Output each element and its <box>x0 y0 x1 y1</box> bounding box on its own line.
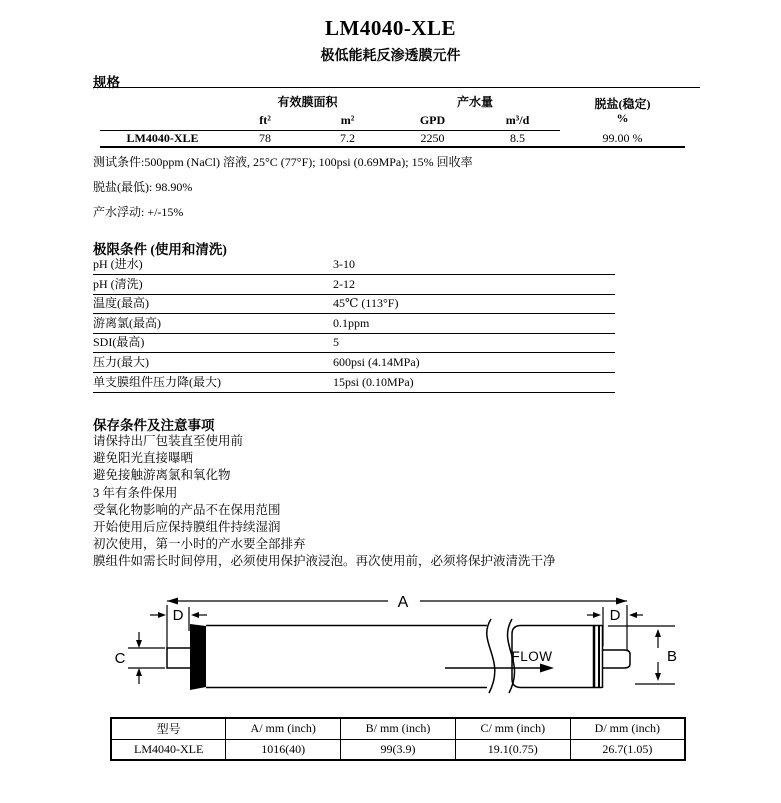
spec-area-ft2: 78 <box>225 130 305 147</box>
limit-label: SDI(最高) <box>93 334 145 349</box>
flow-variation-note: 产水浮动: +/-15% <box>93 205 184 219</box>
dims-header-b: B/ mm (inch) <box>341 718 456 739</box>
limit-value: 600psi (4.14MPa) <box>333 355 420 370</box>
spec-unit-m2: m² <box>305 111 390 130</box>
dims-header-c: C/ mm (inch) <box>455 718 570 739</box>
doc-subtitle: 极低能耗反渗透膜元件 <box>320 49 461 64</box>
dims-c: 19.1(0.75) <box>455 739 570 760</box>
storage-note-line: 避免接触游离氯和氧化物 <box>93 468 231 483</box>
storage-note-line: 3 年有条件保用 <box>93 485 178 500</box>
spec-rejection-line2: % <box>616 111 629 125</box>
dim-c-arrow-bottom <box>136 668 142 676</box>
spec-flow-gpd: 2250 <box>390 130 475 147</box>
dims-header-model: 型号 <box>111 718 226 739</box>
dimensions-data-row <box>111 739 685 760</box>
spec-empty-cell <box>100 92 225 111</box>
limit-label: 单支膜组件压力降(最大) <box>93 374 221 389</box>
limits-table <box>93 256 615 393</box>
limit-label: 压力(最大) <box>93 355 149 370</box>
storage-note-line: 初次使用，第一小时的产水要全部排弃 <box>93 537 306 552</box>
storage-note-line: 请保持出厂包装直至使用前 <box>93 434 244 448</box>
dim-label-d-left: D <box>172 607 184 624</box>
limit-row <box>93 314 615 333</box>
left-stub-pipe <box>167 648 191 668</box>
spec-flow-m3d: 8.5 <box>475 130 560 147</box>
limit-row <box>93 373 615 392</box>
dim-label-c: C <box>114 650 126 667</box>
limit-value: 15psi (0.10MPa) <box>333 374 414 389</box>
spec-rejection-line1: 脱盐(稳定) <box>594 97 651 111</box>
dims-d: 26.7(1.05) <box>570 739 685 760</box>
limit-value: 45℃ (113°F) <box>333 296 399 311</box>
storage-note-line: 开始使用后应保持膜组件持续湿润 <box>93 520 281 535</box>
dim-a-arrow-left <box>167 598 178 605</box>
spec-area-m2: 7.2 <box>305 130 390 147</box>
dim-d-left-outer-arrow <box>158 612 166 618</box>
spec-group-rejection <box>560 92 685 130</box>
spec-rejection-value: 99.00 % <box>560 130 685 147</box>
dimensions-table <box>110 717 686 761</box>
dim-c-arrow-top <box>136 640 142 648</box>
limit-value: 0.1ppm <box>333 315 370 330</box>
dim-d-right-outer-arrow <box>629 612 637 618</box>
spec-unit-gpd: GPD <box>390 111 475 130</box>
flow-arrow-head <box>540 664 554 673</box>
limit-row <box>93 295 615 314</box>
dims-a: 1016(40) <box>226 739 341 760</box>
dims-b: 99(3.9) <box>341 739 456 760</box>
doc-title: LM4040-XLE <box>325 16 456 40</box>
limit-row <box>93 275 615 294</box>
dim-label-b: B <box>666 648 678 665</box>
specs-heading-rule <box>93 87 700 88</box>
spec-model: LM4040-XLE <box>100 130 225 147</box>
storage-heading: 保存条件及注意事项 <box>93 418 215 433</box>
limit-row <box>93 256 615 275</box>
dims-header-a: A/ mm (inch) <box>226 718 341 739</box>
spec-group-flow: 产水量 <box>456 95 493 109</box>
right-stub-pipe <box>603 650 630 668</box>
dim-label-a: A <box>397 594 409 611</box>
storage-note-line: 避免阳光直接曝晒 <box>93 451 194 466</box>
dim-b-arrow-top <box>655 629 661 637</box>
spec-group-area: 有效膜面积 <box>277 95 338 109</box>
left-end-cap <box>190 624 206 690</box>
dim-b-arrow-bottom <box>655 673 661 681</box>
test-conditions-note: 测试条件:500ppm (NaCl) 溶液, 25°C (77°F); 100psi (0.69MPa); 15% 回收率 <box>93 155 473 169</box>
limit-label: pH (进水) <box>93 257 143 272</box>
limit-label: 游离氯(最高) <box>93 315 161 330</box>
limit-value: 2-12 <box>333 276 355 291</box>
dims-header-d: D/ mm (inch) <box>570 718 685 739</box>
limits-heading: 极限条件 (使用和清洗) <box>93 242 227 257</box>
limit-row <box>93 353 615 374</box>
limit-label: pH (清洗) <box>93 276 143 291</box>
element-dimensions-diagram <box>110 588 680 718</box>
limit-value: 3-10 <box>333 257 355 272</box>
dim-label-d-right: D <box>609 607 621 624</box>
spec-group-header-row <box>100 92 685 111</box>
storage-notes <box>93 433 556 571</box>
limit-value: 5 <box>333 334 339 349</box>
break-curve-left <box>487 619 495 693</box>
dimensions-header-row <box>111 718 685 739</box>
dim-d-left-inner-arrow <box>191 612 199 618</box>
flow-label: FLOW <box>511 649 553 664</box>
spec-table <box>100 92 685 148</box>
spec-data-row <box>100 130 685 147</box>
limit-label: 温度(最高) <box>93 296 149 311</box>
dim-a-arrow-right <box>616 598 627 605</box>
storage-note-line: 受氧化物影响的产品不在保用范围 <box>93 502 281 517</box>
dim-d-right-inner-arrow <box>593 612 601 618</box>
storage-note-line: 膜组件如需长时间停用，必须使用保护液浸泡。再次使用前，必须将保护液清洗干净 <box>93 554 556 569</box>
spec-empty-cell <box>100 111 225 130</box>
specs-heading: 规格 <box>93 75 120 90</box>
spec-unit-m3d: m³/d <box>475 111 560 130</box>
spec-unit-ft2: ft² <box>225 111 305 130</box>
dims-model: LM4040-XLE <box>111 739 226 760</box>
min-rejection-note: 脱盐(最低): 98.90% <box>93 180 193 194</box>
limit-row <box>93 334 615 353</box>
